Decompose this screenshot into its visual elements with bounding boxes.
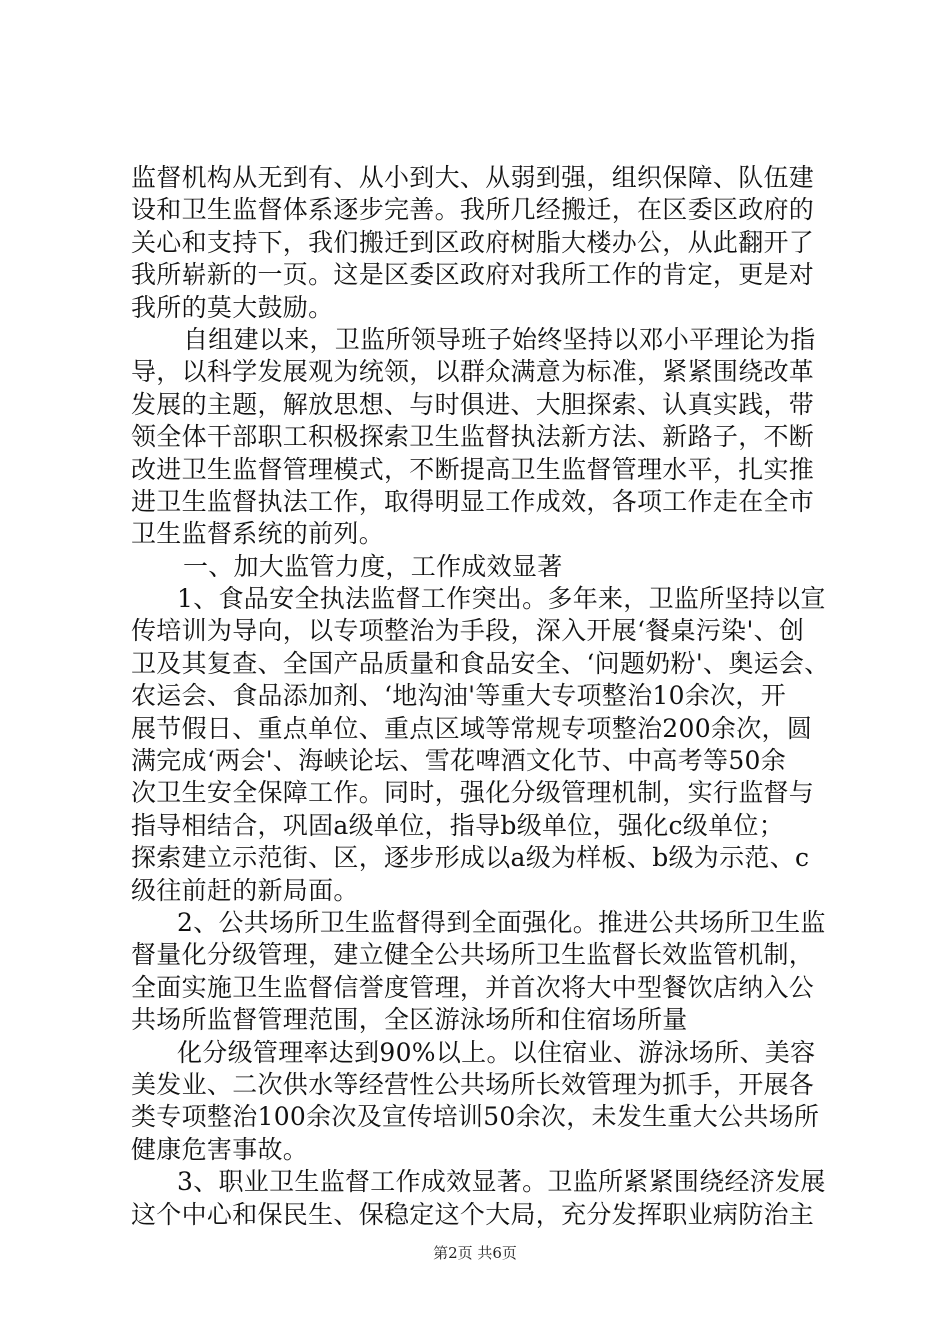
text-line: 全面实施卫生监督信誉度管理，并首次将大中型餐饮店纳入公 [131, 972, 815, 1002]
text-line: 级往前赶的新局面。 [131, 875, 359, 905]
text-line: 这个中心和保民生、保稳定这个大局，充分发挥职业病防治主 [131, 1199, 815, 1229]
text-line: 次卫生安全保障工作。同时，强化分级管理机制，实行监督与 [131, 778, 815, 808]
text-line: 化分级管理率达到90%以上。以住宿业、游泳场所、美容 [177, 1037, 816, 1067]
text-line: 2、公共场所卫生监督得到全面强化。推进公共场所卫生监 [177, 907, 826, 937]
text-line: 领全体干部职工积极探索卫生监督执法新方法、新路子，不断 [131, 422, 815, 452]
text-line: 导，以科学发展观为统领，以群众满意为标准，紧紧围绕改革 [131, 357, 815, 387]
text-line: 类专项整治100余次及宣传培训50余次，未发生重大公共场所 [131, 1102, 820, 1132]
page-footer: 第2页 共6页 [433, 1244, 517, 1262]
text-line: 传培训为导向，以专项整治为手段，深入开展‘餐桌污染'、创 [131, 616, 805, 646]
text-line: 设和卫生监督体系逐步完善。我所几经搬迁，在区委区政府的 [131, 195, 815, 225]
text-line: 我所的莫大鼓励。 [131, 292, 334, 322]
text-line: 自组建以来，卫监所领导班子始终坚持以邓小平理论为指 [183, 324, 816, 354]
text-line: 关心和支持下，我们搬迁到区政府树脂大楼办公，从此翻开了 [131, 227, 815, 257]
text-line: 美发业、二次供水等经营性公共场所长效管理为抓手，开展各 [131, 1069, 815, 1099]
text-line: 共场所监督管理范围，全区游泳场所和住宿场所量 [131, 1005, 688, 1035]
text-line: 卫及其复查、全国产品质量和食品安全、‘问题奶粉'、奥运会、 [131, 648, 830, 678]
text-line: 督量化分级管理，建立健全公共场所卫生监督长效监管机制， [131, 940, 815, 970]
text-line: 一、加大监管力度，工作成效显著 [183, 551, 563, 581]
text-line: 进卫生监督执法工作，取得明显工作成效，各项工作走在全市 [131, 486, 815, 516]
document-body [131, 162, 831, 1231]
text-line: 展节假日、重点单位、重点区域等常规专项整治200余次，圆 [131, 713, 813, 743]
text-line: 发展的主题，解放思想、与时俱进、大胆探索、认真实践，带 [131, 389, 815, 419]
text-line: 监督机构从无到有、从小到大、从弱到强，组织保障、队伍建 [131, 163, 815, 192]
text-line: 探索建立示范街、区，逐步形成以a级为样板、b级为示范、c [131, 843, 810, 873]
text-line: 3、职业卫生监督工作成效显著。卫监所紧紧围绕经济发展 [177, 1167, 826, 1197]
text-line: 卫生监督系统的前列。 [131, 519, 385, 549]
text-line: 指导相结合，巩固a级单位，指导b级单位，强化c级单位； [131, 810, 785, 840]
text-line: 我所崭新的一页。这是区委区政府对我所工作的肯定，更是对 [131, 260, 815, 290]
text-line: 改进卫生监督管理模式，不断提高卫生监督管理水平，扎实推 [131, 454, 815, 484]
text-line: 农运会、食品添加剂、‘地沟油'等重大专项整治10余次，开 [131, 681, 787, 711]
text-line: 满完成‘两会'、海峡论坛、雪花啤酒文化节、中高考等50余 [131, 746, 787, 776]
text-line: 健康危害事故。 [131, 1134, 309, 1164]
text-line: 1、食品安全执法监督工作突出。多年来，卫监所坚持以宣 [177, 584, 826, 614]
